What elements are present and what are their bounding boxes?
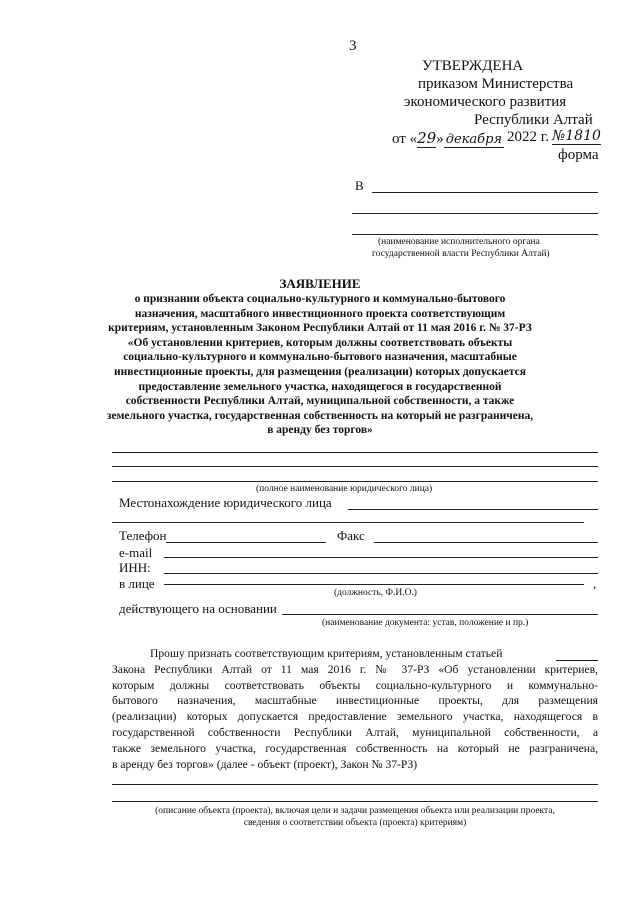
addressee-caption-1: (наименование исполнительного органа [378,237,540,247]
approval-line-1: приказом Министерства [418,76,574,92]
subject-line: в аренду без торгов» [267,424,373,437]
company-name-line-1[interactable] [112,452,598,453]
email-label: e-mail [119,545,153,560]
subject-line: критериям, установленным Законом Республики Алтай от 11 мая 2016 г. № 37-РЗ [108,322,532,335]
subject-line: назначения, масштабного инвестиционного проекта соответствующим [134,307,506,320]
phone-line[interactable] [166,542,326,543]
subject-line: о признании объекта социально-культурного и коммунально-бытового [134,293,506,305]
paragraph-line: государственной собственности Республики Алтай, муниципальной собственности, а [112,725,598,739]
approval-title: УТВЕРЖДЕНА [422,58,524,74]
subject-line: социально-культурного и коммунально-бытового назначения, масштабные [123,351,517,364]
paragraph-line: Прошу признать соответствующим критериям, установленным статьей [112,646,598,662]
addressee-prefix: В [355,178,364,193]
paragraph-line: в аренду без торгов» (далее - объект (проект), Закон № 37-РЗ) [112,757,418,771]
date-mid: » [436,131,444,147]
basis-label: действующего на основании [119,601,277,616]
location-label: Местонахождение юридического лица [119,495,332,510]
approval-line-3: Республики Алтай [474,112,593,128]
company-name-caption: (полное наименование юридического лица) [256,484,433,494]
approval-date [392,129,504,148]
person-comma: , [593,576,597,591]
description-line-1[interactable] [112,784,598,785]
page-number: 3 [349,38,357,54]
description-caption-1: (описание объекта (проекта), включая цели и задачи размещения объекта или реализации проекта, [155,806,555,816]
addressee-caption-2: государственной власти Республики Алтай) [372,249,550,259]
article-number-field[interactable] [556,660,598,661]
subject-line: собственности Республики Алтай, муниципальной собственности, а также [125,395,515,408]
request-paragraph [112,646,598,772]
document-subject [100,292,540,438]
addressee-line-1[interactable] [372,192,598,193]
inn-label: ИНН: [119,560,151,575]
addressee-line-2[interactable] [352,213,598,214]
paragraph-line: также земельного участка, государственная собственность на который не разграничена, [112,741,598,755]
company-name-line-2[interactable] [112,466,598,467]
person-line[interactable] [164,584,584,585]
addressee-line-3[interactable] [352,234,598,235]
form-label: форма [558,147,599,163]
paragraph-line: Закона Республики Алтай от 11 мая 2016 г. № 37-РЗ «Об установлении критериев, [112,662,598,676]
phone-label: Телефон [119,528,167,543]
inn-line[interactable] [164,573,598,574]
document-heading: ЗАЯВЛЕНИЕ [279,276,361,291]
approval-line-2: экономического развития [404,94,567,110]
paragraph-line: бытового назначения, масштабные инвестиционные проекты, для размещения [112,694,598,708]
subject-line: земельного участка, государственная собственность на который не разграничена, [106,409,534,422]
year-label: 2022 г. [507,129,549,145]
fax-line[interactable] [374,542,598,543]
date-prefix: от « [392,131,418,147]
company-name-line-3[interactable] [112,481,598,482]
date-day: 29 [417,129,437,147]
location-line-2[interactable] [112,522,584,523]
description-caption-2: сведения о соответствии объекта (проекта) критериям) [243,818,467,828]
basis-line[interactable] [282,614,598,615]
email-line[interactable] [164,557,598,558]
location-line-1[interactable] [348,509,598,510]
position-caption: (должность, Ф.И.О.) [334,588,417,598]
person-label: в лице [119,576,155,591]
fax-label: Факс [337,528,365,543]
paragraph-line: которым должны соответствовать объекты социально-культурного и коммунально- [112,678,598,692]
description-line-2[interactable] [112,801,598,802]
order-number: №1810 [552,128,601,144]
date-month: декабря [445,132,503,147]
subject-line: предоставление земельного участка, находящегося в государственной [138,380,502,393]
basis-caption: (наименование документа: устав, положение и пр.) [322,618,529,628]
paragraph-line: (реализации) которых допускается предоставление земельного участка, находящегося в [112,710,598,724]
subject-line: «Об установлении критериев, которым должны соответствовать объекты [127,336,513,349]
subject-line: инвестиционные проекты, для размещения (реализации) которых допускается [114,365,526,378]
